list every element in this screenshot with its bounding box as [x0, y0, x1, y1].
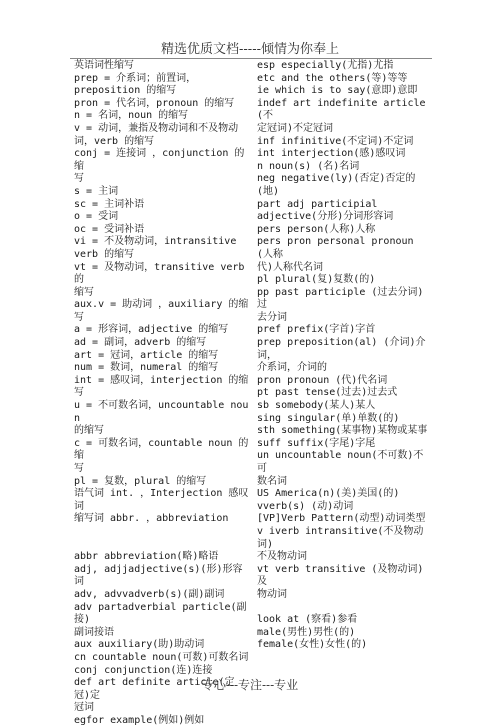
left-column-line: 英语词性缩写 [74, 60, 134, 71]
page-header: 精选优质文档-----倾情为你奉上 [161, 42, 339, 57]
right-column-line: pref prefix(字首)字首 [257, 324, 376, 336]
left-column-line: sc = 主词补语 [74, 198, 145, 210]
left-column-line: 词 [74, 500, 84, 512]
right-column-line: sing singular(单)单数(的) [257, 412, 400, 424]
right-column-line: neg negative(ly)(否定)否定的(地) [257, 173, 416, 197]
left-column-line: u = 不可数名词，uncountable noun [74, 400, 249, 424]
left-column-line: aux auxiliary(助)助动词 [74, 639, 205, 651]
right-column-line: ie which is to say(意即)意即 [257, 85, 418, 97]
left-column-line: prep = 介系词；前置词， [74, 72, 197, 84]
right-column-line: 不及物动词 [257, 551, 307, 563]
right-column-line: indef art indefinite article(不 [257, 97, 426, 122]
left-column-line: 写 [74, 463, 84, 474]
right-column-line [257, 602, 429, 615]
right-column-line: 定冠词)不定冠词 [257, 122, 334, 134]
right-column-line: pers person(人称)人称 [257, 223, 376, 235]
left-column-line: conj = 连接词 ，conjunction 的缩 [74, 148, 245, 172]
left-column [74, 60, 250, 727]
right-column-line: un uncountable noun(不可数)不可 [257, 450, 424, 474]
left-column-line: s = 主词 [74, 185, 119, 197]
left-column-line: a = 形容词，adjective 的缩写 [74, 324, 229, 336]
left-column-line: adv, advvadverb(s)(副)副词 [74, 588, 225, 600]
left-column-line: adv partadverbial particle(副接) [74, 601, 247, 626]
left-column-line: aux.v = 助动词 ，auxiliary 的缩写 [74, 299, 249, 323]
right-column-line: pt past tense(过去)过去式 [257, 387, 398, 399]
left-column-line: verb 的缩写 [74, 248, 135, 260]
header-divider [70, 58, 432, 59]
left-column-line: 冠词 [74, 702, 94, 714]
left-column-line: vi = 不及物动词，intransitive [74, 236, 237, 248]
left-column-line: oc = 受词补语 [74, 223, 145, 235]
left-column-line: adj, adjjadjective(s)(形)形容词 [74, 563, 243, 588]
left-column-line: 词，verb 的缩写 [74, 135, 155, 147]
left-column-line: pron = 代名词，pronoun 的缩写 [74, 97, 235, 109]
right-column-line: etc and the others(等)等等 [257, 72, 408, 84]
right-column-line: pl plural(复)复数(的) [257, 274, 376, 286]
right-column-line: esp especially(尤指)尤指 [257, 60, 394, 71]
left-column-line [74, 526, 250, 539]
left-column-line: 缩写 [74, 286, 94, 298]
right-column-line: female(女性)女性(的) [257, 639, 368, 651]
right-column-line: n noun(s) (名)名词 [257, 160, 360, 172]
left-column-line: cn countable noun(可数)可数名词 [74, 651, 249, 663]
left-column-line: 写 [74, 173, 84, 185]
right-column-line: US America(n)(美)美国(的) [257, 488, 400, 500]
right-column-line: 数名词 [257, 475, 287, 487]
right-column-line: pp past participle (过去分词)过 [257, 286, 424, 311]
right-column-line: sb somebody(某人)某人 [257, 400, 376, 412]
right-column-line: male(男性)男性(的) [257, 626, 356, 638]
right-column-line: adjective(分形)分词形容词 [257, 211, 394, 223]
left-column-line: ad = 副词，adverb 的缩写 [74, 337, 207, 349]
right-column-line: part adj participial [257, 198, 378, 210]
left-column-line: c = 可数名词，countable noun 的缩 [74, 437, 249, 462]
left-column-line: vt = 及物动词，transitive verb 的 [74, 261, 251, 286]
left-column-line: int = 感叹词，interjection 的缩写 [74, 374, 249, 399]
left-column-line: num = 数词，numeral 的缩写 [74, 362, 219, 374]
left-column-line: v = 动词，兼指及物动词和不及物动 [74, 122, 239, 134]
page-footer: 专心---专注---专业 [201, 678, 299, 692]
left-column-line [74, 539, 250, 552]
left-column-line: pl = 复数，plural 的缩写 [74, 475, 207, 487]
left-column-line: 缩写词 abbr. ，abbreviation [74, 513, 229, 525]
right-column-line: prep preposition(al) (介词)介词， [257, 337, 426, 361]
right-column-line: vverb(s) (动)动词 [257, 500, 354, 512]
left-column-line: 语气词 int. ，Interjection 感叹 [74, 488, 249, 500]
right-column-line: suff suffix(字尾)字尾 [257, 437, 376, 449]
right-column-line: 去分词 [257, 311, 287, 323]
left-column-line: egfor example(例如)例如 [74, 714, 205, 726]
left-column-line: def art definite article(定冠)定 [74, 677, 235, 701]
left-column-line: abbr abbreviation(略)略语 [74, 551, 219, 563]
left-column-line: art = 冠词，article 的缩写 [74, 349, 219, 361]
right-column-line: v iverb intransitive(不及物动词) [257, 525, 424, 550]
right-column-line: int interjection(感)感叹词 [257, 148, 406, 160]
right-column-line: look at (察看)参看 [257, 614, 358, 626]
left-column-line: preposition 的缩写 [74, 85, 177, 97]
right-column-line: sth something(某事物)某物或某事 [257, 425, 428, 437]
left-column-line: conj conjunction(连)连接 [74, 664, 213, 676]
right-column-line: pers pron personal pronoun(人称 [257, 236, 414, 260]
right-column-line: vt verb transitive (及物动词)及 [257, 563, 424, 588]
right-column-line: [VP]Verb Pattern(动型)动词类型 [257, 513, 426, 525]
left-column-line: n = 名词，noun 的缩写 [74, 110, 189, 122]
right-column-line: 物动词 [257, 588, 287, 600]
left-column-line: 的缩写 [74, 425, 104, 437]
left-column-line: 副词接语 [74, 626, 114, 638]
right-column-line: 介系词，介词的 [257, 362, 327, 374]
right-column-line: inf infinitive(不定词)不定词 [257, 135, 414, 147]
right-column-line: 代)人称代名词 [257, 261, 324, 273]
right-column [257, 60, 429, 652]
right-column-line: pron pronoun (代)代名词 [257, 374, 388, 386]
left-column-line: o = 受词 [74, 211, 119, 223]
